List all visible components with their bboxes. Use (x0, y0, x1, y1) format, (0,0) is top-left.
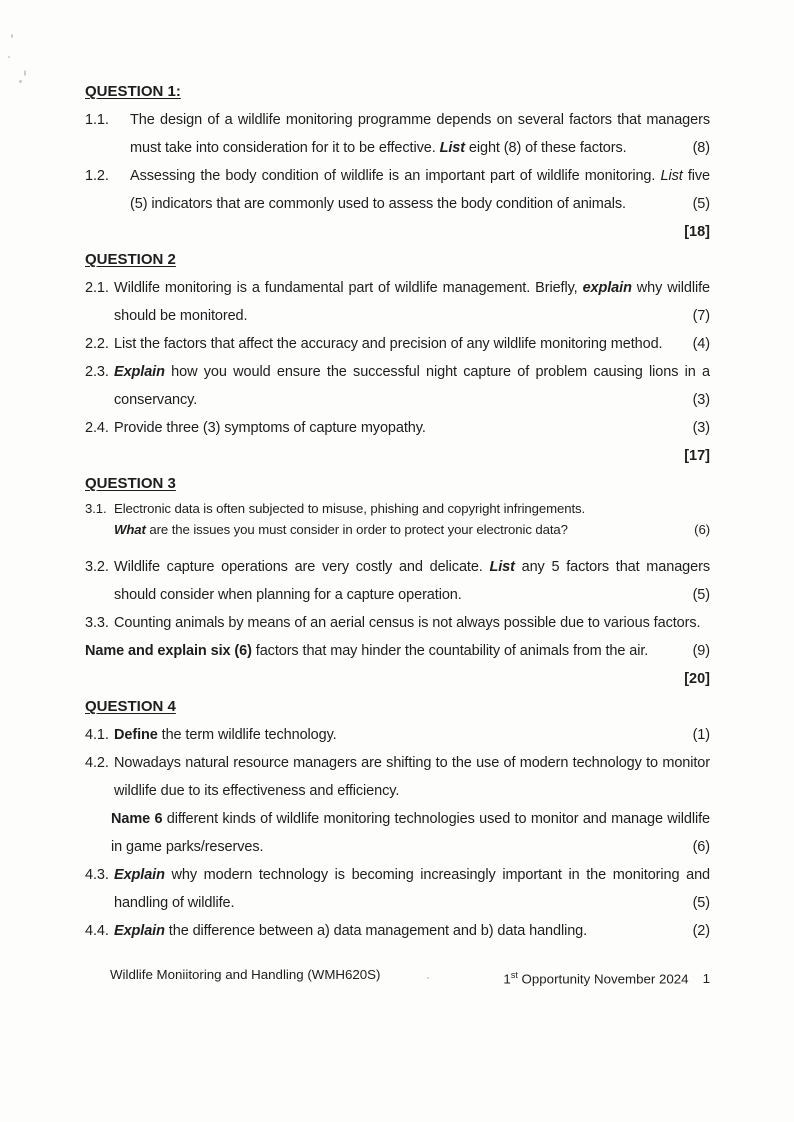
item-text: Counting animals by means of an aerial census is not always possible due to various factors. (114, 615, 701, 631)
item-number: 4.4. (85, 923, 109, 939)
question-item (85, 609, 710, 637)
item-text: Name 6 different kinds of wildlife monitoring technologies used to monitor and manage wildlife in game parks/reserves. (111, 811, 710, 855)
item-number: 3.2. (85, 559, 109, 575)
item-number: 4.2. (85, 755, 109, 771)
question-heading: QUESTION 1: (85, 83, 181, 100)
item-number: 2.2. (85, 336, 109, 352)
item-text: Nowadays natural resource managers are shifting to the use of modern technology to monitor wildlife due to its effectiveness and efficiency. (114, 755, 710, 799)
item-marks: (6) (692, 839, 710, 855)
question-heading: QUESTION 4 (85, 698, 176, 715)
item-text: Define the term wildlife technology. (114, 727, 337, 743)
section-total-marks: [18] (684, 224, 710, 240)
question-item (85, 805, 710, 861)
question-item (85, 162, 710, 218)
question-item (85, 274, 710, 330)
item-number: 4.1. (85, 727, 109, 743)
item-marks: (7) (692, 308, 710, 324)
item-marks: (3) (692, 420, 710, 436)
footer-page-number: 1 (702, 971, 710, 987)
item-text: Wildlife capture operations are very costly and delicate. List any 5 factors that managers should consider when planning for a capture operation. (114, 559, 710, 603)
item-text: Explain why modern technology is becoming increasingly important in the monitoring and handling of wildlife. (114, 867, 710, 911)
question-item (85, 721, 710, 749)
page-footer (110, 966, 710, 988)
item-number: 1.1. (85, 112, 109, 128)
footer-course-code: Wildlife Moniitoring and Handling (WMH620S) (110, 967, 381, 982)
item-marks: (5) (692, 587, 710, 603)
footer-ordinal-suffix: st (510, 970, 518, 980)
item-text: Provide three (3) symptoms of capture myopathy. (114, 420, 426, 436)
question-section (85, 470, 710, 693)
question-item (85, 861, 710, 917)
item-marks: (1) (692, 727, 710, 743)
item-marks: (5) (692, 196, 710, 212)
item-text: The design of a wildlife monitoring programme depends on several factors that managers must take into consideration for it to be effective. List eight (8) of these factors. (130, 112, 710, 156)
question-heading: QUESTION 3 (85, 475, 176, 492)
item-number: 1.2. (85, 168, 109, 184)
item-text: Assessing the body condition of wildlife is an important part of wildlife monitoring. List five (5) indicators that are commonly used to assess the body condition of animals. (130, 168, 710, 212)
item-text: Name and explain six (6) factors that may hinder the countability of animals from the air. (85, 643, 649, 659)
question-section (85, 78, 710, 246)
item-marks: (4) (692, 336, 710, 352)
item-text: Explain how you would ensure the successful night capture of problem causing lions in a conservancy. (114, 364, 710, 408)
item-number: 4.3. (85, 867, 109, 883)
item-marks: (3) (692, 392, 710, 408)
question-item (85, 749, 710, 805)
question-item (85, 414, 710, 442)
item-marks: (2) (692, 923, 710, 939)
question-item (85, 553, 710, 609)
footer-opportunity (503, 966, 710, 988)
item-text: Wildlife monitoring is a fundamental part of wildlife management. Briefly, explain why wildlife should be monitored. (114, 280, 710, 324)
item-marks: (5) (692, 895, 710, 911)
scan-artifact (24, 70, 26, 76)
question-item (85, 106, 710, 162)
scan-artifact (19, 80, 22, 83)
footer-opportunity-number: 1 (503, 971, 511, 987)
questions-container (85, 78, 710, 945)
section-total-marks: [17] (684, 448, 710, 464)
question-item (85, 637, 710, 665)
footer-opportunity-text: Opportunity November 2024 (517, 971, 689, 987)
item-number: 2.3. (85, 364, 109, 380)
item-marks: (6) (694, 522, 710, 537)
question-heading: QUESTION 2 (85, 251, 176, 268)
scan-artifact (8, 56, 10, 58)
scan-artifact (11, 34, 13, 38)
item-number: 2.4. (85, 420, 109, 436)
question-item (85, 917, 710, 945)
item-number: 3.1. (85, 501, 107, 516)
question-item (85, 498, 710, 540)
section-total-marks: [20] (684, 671, 710, 687)
item-number: 3.3. (85, 615, 109, 631)
question-section (85, 693, 710, 945)
item-marks: (9) (692, 643, 710, 659)
item-marks: (8) (692, 140, 710, 156)
question-section (85, 246, 710, 470)
item-text: Explain the difference between a) data management and b) data handling. (114, 923, 588, 939)
question-item (85, 358, 710, 414)
item-text: List the factors that affect the accuracy and precision of any wildlife monitoring method. (114, 336, 663, 352)
question-item (85, 330, 710, 358)
item-text: Electronic data is often subjected to misuse, phishing and copyright infringements. What are the issues you must consider in order to protect your electronic data? (114, 501, 586, 537)
item-number: 2.1. (85, 280, 109, 296)
